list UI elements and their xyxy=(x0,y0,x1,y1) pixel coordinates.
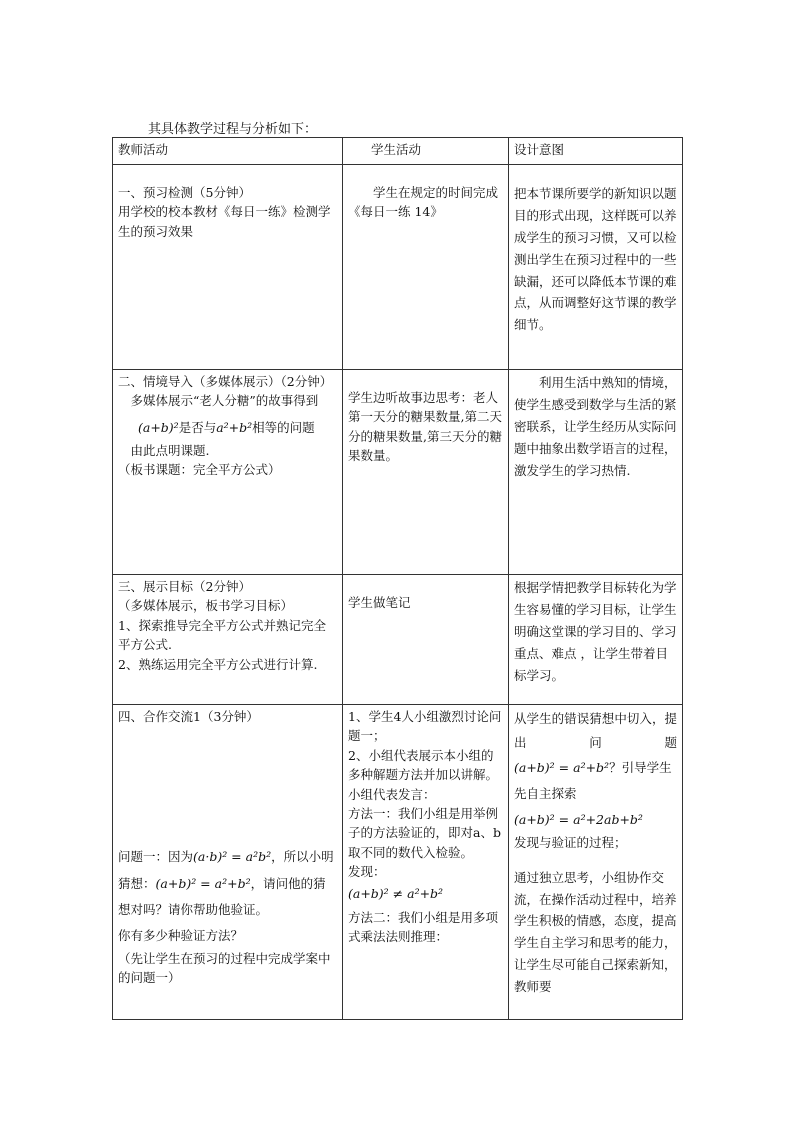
table-row xyxy=(113,370,683,575)
row4-student-1: 1、学生4人小组激烈讨论问题一； xyxy=(348,709,502,744)
row4-question-note: （先让学生在预习的过程中完成学案中的问题一） xyxy=(118,950,331,985)
row3-intent xyxy=(509,575,683,705)
header-student: 学生活动 xyxy=(343,138,509,165)
formula-not-equal: (a+b)² ≠ a²+b² xyxy=(348,886,444,902)
row1-teacher xyxy=(113,165,343,370)
row4-student xyxy=(343,705,509,1020)
question-prefix: 问题一：因为 xyxy=(118,849,194,865)
row3-teacher-sub: （多媒体展示，板书学习目标） xyxy=(118,598,294,614)
row1-student xyxy=(343,165,509,370)
row3-goal-1: 1、探索推导完全平方公式并熟记完全平方公式. xyxy=(118,617,326,653)
row4-intent xyxy=(509,705,683,1020)
header-intent: 设计意图 xyxy=(509,138,683,165)
header-teacher: 教师活动 xyxy=(113,138,343,165)
table-header-row xyxy=(113,138,683,165)
teaching-process-table xyxy=(112,137,683,1020)
row1-teacher-title: 一、预习检测（5分钟） xyxy=(118,185,251,200)
row3-goal-2: 2、熟练运用完全平方公式进行计算. xyxy=(118,656,318,672)
table-row xyxy=(113,705,683,1020)
row4-intent-4: 通过独立思考，小组协作交流，在操作活动过程中，培养学生积极的情感，态度，提高学生自主学习和思考的能力，让学生尽可能自己探索新知，教师要 xyxy=(514,869,677,994)
row2-teacher-question xyxy=(118,415,337,441)
formula-ab-squared: (a·b)² = a²b² xyxy=(193,849,272,865)
formula-a-plus-b-squared: (a+b)² xyxy=(138,419,179,435)
row4-student-3: 小组代表发言： xyxy=(348,786,436,802)
row2-intent xyxy=(509,370,683,575)
formula-a2-plus-b2: a²+b² xyxy=(216,419,253,435)
intro-text: 其具体教学过程与分析如下： xyxy=(148,122,318,137)
table-row xyxy=(113,575,683,705)
row2-student xyxy=(343,370,509,575)
row4-question-one xyxy=(118,844,337,923)
row3-student-text: 学生做笔记 xyxy=(348,595,411,610)
formula-wrong-guess: (a+b)² = a²+b² xyxy=(514,759,610,775)
row4-student-4: 方法一：我们小组是用举例子的方法验证的，即对a、b取不同的数代入检验。 xyxy=(348,805,501,860)
row4-student-formula-line xyxy=(348,881,503,907)
row4-student-2: 2、小组代表展示本小组的多种解题方法并加以讲解。 xyxy=(348,747,499,783)
row4-question-methods: 你有多少种验证方法？ xyxy=(118,928,244,944)
row2-teacher-line4: （板书课题：完全平方公式） xyxy=(118,462,281,478)
question-tail: ，请问他的猜想对吗？请你帮助他验证。 xyxy=(118,875,326,917)
row3-intent-text: 根据学情把教学目标转化为学生容易懂的学习目标，让学生明确这堂课的学习目的、学习重点、难点 ，让学生带着目标学习。 xyxy=(514,580,677,683)
row2-teacher-title: 二、情境导入（多媒体展示）（2分钟） xyxy=(118,374,333,389)
row2-tail-text: 相等的问题 xyxy=(252,419,315,435)
row2-teacher-line3: 由此点明课题. xyxy=(130,443,210,458)
row2-mid-text: 是否与 xyxy=(178,419,217,435)
row4-teacher-title: 四、合作交流1（3分钟） xyxy=(118,709,259,724)
row4-student-6: 方法二：我们小组是用多项式乘法法则推理： xyxy=(348,909,499,944)
formula-guess: (a+b)² = a²+b² xyxy=(155,875,251,891)
row1-intent-text: 把本节课所要学的新知识以题目的形式出现，这样既可以养成学生的预习习惯，又可以检测出学生在预习过程中的一些缺漏，还可以降低本节课的难点，从而调整好这节课的教学细节。 xyxy=(514,186,677,333)
row2-student-text: 学生边听故事边思考：老人第一天分的糖果数量,第二天分的糖果数量,第三天分的糖果数量。 xyxy=(348,390,502,464)
row4-intent-3: 发现与验证的过程； xyxy=(514,835,627,851)
row3-teacher xyxy=(113,575,343,705)
row3-student xyxy=(343,575,509,705)
row4-teacher xyxy=(113,705,343,1020)
row1-intent xyxy=(509,165,683,370)
row2-teacher xyxy=(113,370,343,575)
table-row xyxy=(113,165,683,370)
row1-teacher-text: 用学校的校本教材《每日一练》检测学生的预习效果 xyxy=(118,204,331,239)
formula-correct: (a+b)² = a²+2ab+b² xyxy=(514,812,643,827)
row4-student-5: 发现： xyxy=(348,864,386,879)
row1-student-text: 学生在规定的时间完成《每日一练 14》 xyxy=(348,185,499,220)
row3-teacher-title: 三、展示目标（2分钟） xyxy=(118,579,251,594)
row4-intent-formula2-line xyxy=(514,807,677,833)
intent-guide-text: ？引导学生先自主探索 xyxy=(514,759,672,801)
row4-intent-formula-line xyxy=(514,755,677,808)
row2-teacher-line1: 多媒体展示“老人分糖”的故事得到 xyxy=(130,393,319,409)
question-mid: ，所以小明猜想： xyxy=(118,849,334,891)
row2-intent-text: 利用生活中熟知的情境，使学生感受到数学与生活的紧密联系，让学生经历从实际问题中抽象出数学语言的过程，激发学生的学习热情. xyxy=(514,375,677,478)
row4-intent-1: 从学生的错误猜想中切入，提出问题 xyxy=(514,711,677,750)
